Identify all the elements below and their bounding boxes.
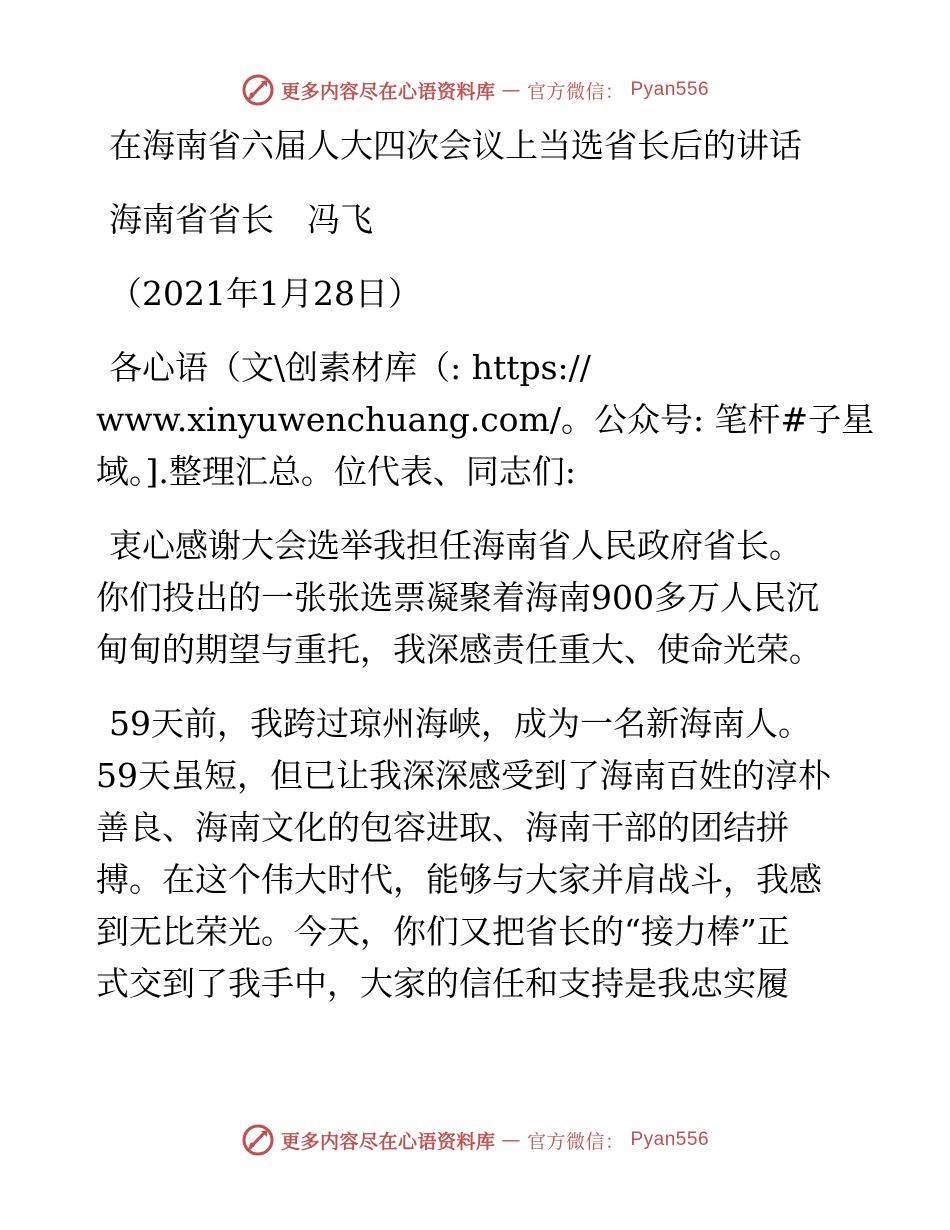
paragraph-line: 59天前，我跨过琼州海峡，成为一名新海南人。 xyxy=(109,704,811,743)
salutation-line: www.xinyuwenchuang.com/。公众号: 笔杆#子星 xyxy=(96,400,875,439)
paragraph-line: 59天虽短，但已让我深深感受到了海南百姓的淳朴 xyxy=(96,756,831,795)
paragraph-line: 衷心感谢大会选举我担任海南省人民政府省长。 xyxy=(109,526,802,565)
banner-dash: — xyxy=(501,79,521,101)
paragraph-line: 到无比荣光。今天，你们又把省长的“接力棒”正 xyxy=(96,912,790,951)
promo-banner xyxy=(241,1123,709,1157)
paragraph-59-days xyxy=(96,698,856,1010)
banner-wechat-label: 官方微信： xyxy=(526,1130,625,1153)
salutation-paragraph xyxy=(96,342,875,498)
document-author: 海南省省长 冯飞 xyxy=(109,200,373,239)
banner-wechat-id: Pyan556 xyxy=(630,1129,710,1150)
document-date: （2021年1月28日） xyxy=(109,274,421,313)
paragraph-line: 式交到了我手中，大家的信任和支持是我忠实履 xyxy=(96,964,789,1003)
quill-seal-icon xyxy=(241,73,275,107)
banner-main-text: 更多内容尽在心语资料库 xyxy=(280,80,496,103)
banner-wechat-label: 官方微信： xyxy=(526,80,625,103)
document-title: 在海南省六届人大四次会议上当选省长后的讲话 xyxy=(109,126,802,165)
paragraph-line: 你们投出的一张张选票凝聚着海南900多万人民沉 xyxy=(96,578,819,617)
banner-dash: — xyxy=(501,1129,521,1151)
document-body xyxy=(96,120,875,1010)
paragraph-line: 甸甸的期望与重托，我深感责任重大、使命光荣。 xyxy=(96,630,822,669)
salutation-line: 域。].整理汇总。位代表、同志们: xyxy=(96,452,576,491)
page-footer-banner xyxy=(0,1120,950,1160)
quill-seal-icon xyxy=(241,1123,275,1157)
promo-banner xyxy=(241,73,709,107)
paragraph-line: 善良、海南文化的包容进取、海南干部的团结拼 xyxy=(96,808,789,847)
banner-main-text: 更多内容尽在心语资料库 xyxy=(280,1130,496,1153)
paragraph-thanks xyxy=(96,520,856,676)
page-header-banner xyxy=(0,70,950,110)
salutation-line: 各心语（文\创素材库（: https:// xyxy=(109,348,591,387)
paragraph-line: 搏。在这个伟大时代，能够与大家并肩战斗，我感 xyxy=(96,860,822,899)
banner-wechat-id: Pyan556 xyxy=(630,79,710,100)
